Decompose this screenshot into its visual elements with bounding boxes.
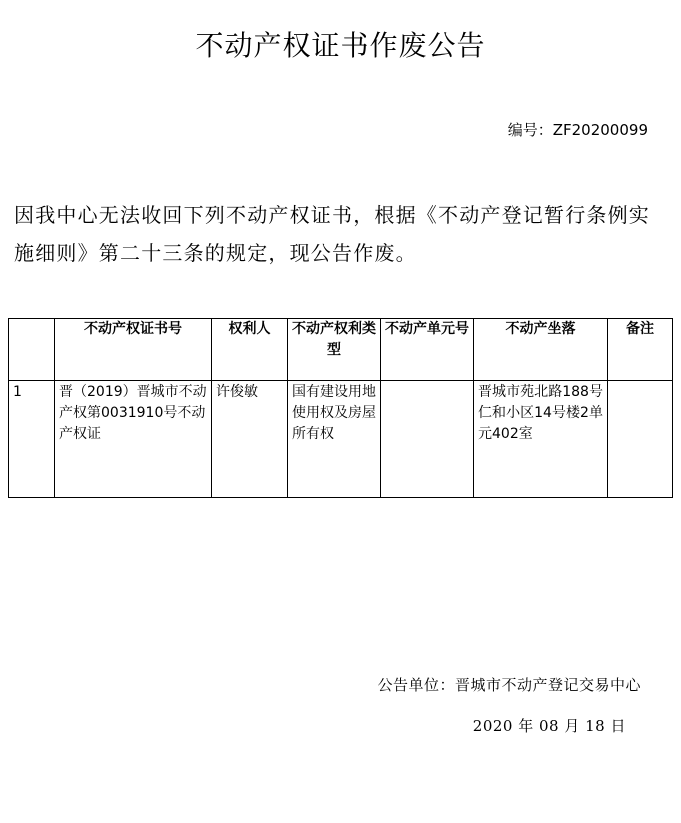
header-right-type: 不动产权利类型 xyxy=(288,319,381,381)
remark-cell xyxy=(608,381,673,498)
page-title: 不动产权证书作废公告 xyxy=(195,29,486,62)
issue-date: 2020 年 08 月 18 日 xyxy=(472,717,626,735)
table-row xyxy=(9,381,673,498)
location-cell: 晋城市苑北路188号仁和小区14号楼2单元402室 xyxy=(474,381,608,498)
header-cert-no: 不动产权证书号 xyxy=(55,319,212,381)
table-header-row xyxy=(9,319,673,381)
header-location: 不动产坐落 xyxy=(474,319,608,381)
header-owner: 权利人 xyxy=(212,319,288,381)
row-number: 1 xyxy=(9,381,55,498)
document-number: 编号：ZF20200099 xyxy=(507,121,648,139)
header-index xyxy=(9,319,55,381)
header-remark: 备注 xyxy=(608,319,673,381)
certificate-table xyxy=(8,318,673,498)
cert-number-cell: 晋（2019）晋城市不动产权第0031910号不动产权证 xyxy=(55,381,212,498)
unit-number-cell xyxy=(381,381,474,498)
owner-cell: 许俊敏 xyxy=(212,381,288,498)
right-type-cell: 国有建设用地使用权及房屋所有权 xyxy=(288,381,381,498)
header-unit-no: 不动产单元号 xyxy=(381,319,474,381)
notice-body: 因我中心无法收回下列不动产权证书，根据《不动产登记暂行条例实施细则》第二十三条的规定，现公告作废。 xyxy=(14,203,650,265)
issuing-unit: 公告单位：晋城市不动产登记交易中心 xyxy=(377,676,641,694)
